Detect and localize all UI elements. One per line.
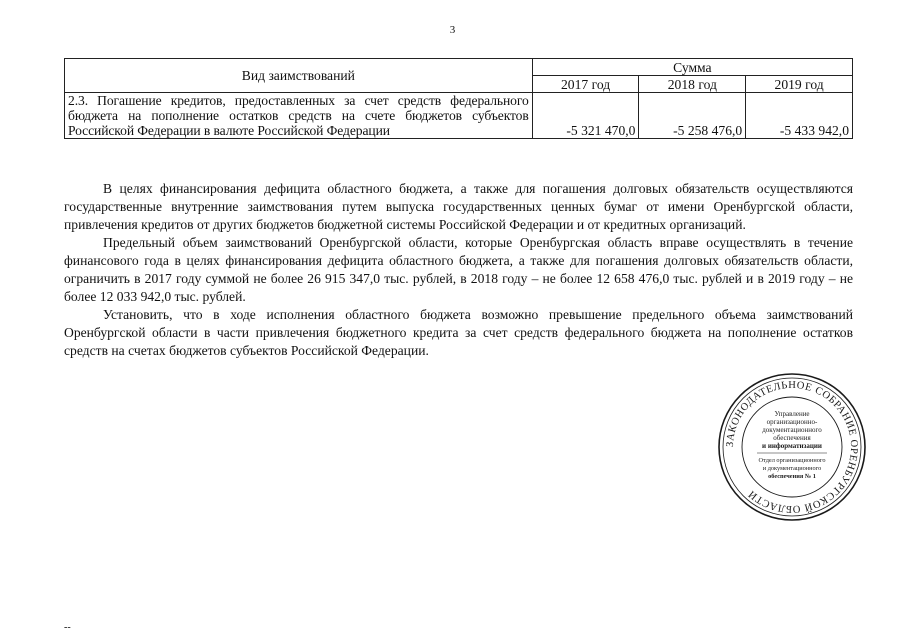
header-year-2018: 2018 год: [639, 76, 746, 93]
stamp-line-6: Отдел организационного: [758, 457, 826, 464]
stamp-line-8: обеспечения № 1: [768, 473, 816, 480]
paragraph-excess: Установить, что в ходе исполнения областного бюджета возможно превышение предельного объема заимствований Оренбургской области в части привлечения бюджетного кредита за счет средств федерального бюджета на пополнение остатков средств на счетах бюджетов субъектов Российской Федерации.: [64, 307, 853, 358]
header-year-2017: 2017 год: [532, 76, 639, 93]
header-year-2019: 2019 год: [746, 76, 853, 93]
stamp-line-1: Управление: [774, 410, 810, 418]
stamp-line-5: и информатизации: [762, 442, 822, 450]
paragraph-financing: В целях финансирования дефицита областного бюджета, а также для погашения долговых обязательств осуществляются государственные внутренние заимствования путем выпуска государственных ценных бумаг от имени Оренбургской области, привлечения кредитов от других бюджетов бюджетной системы Российской Федерации и от кредитных организаций.: [64, 181, 853, 232]
corner-mark: --: [64, 622, 71, 633]
row-item-name: 2.3. Погашение кредитов, предоставленных за счет средств федерального бюджета на пополнение остатков средств на счете бюджетов субъектов Российской Федерации в валюте Российской Федерации: [65, 93, 533, 139]
header-sum: Сумма: [532, 59, 852, 76]
stamp-line-4: обеспечения: [773, 434, 811, 442]
body-text: [64, 180, 853, 360]
borrowing-table: [64, 58, 853, 139]
official-stamp: [717, 372, 867, 522]
row-value-2019: -5 433 942,0: [746, 93, 853, 139]
stamp-ring-text: ЗАКОНОДАТЕЛЬНОЕ СОБРАНИЕ ОРЕНБУРГСКОЙ ОБЛАСТИ: [724, 379, 860, 515]
paragraph-limit: Предельный объем заимствований Оренбургской области, которые Оренбургская область вправе осуществлять в течение финансового года в целях финансирования дефицита областного бюджета, а также для погашения долговых обязательств области, ограничить в 2017 году суммой не более 26 915 347,0 тыс. рублей, в 2018 году – не более 12 658 476,0 тыс. рублей и в 2019 году – не более 12 033 942,0 тыс. рублей.: [64, 235, 853, 304]
row-value-2018: -5 258 476,0: [639, 93, 746, 139]
stamp-line-2: организационно-: [766, 418, 818, 426]
table-row: [65, 93, 853, 139]
header-borrowing-type: Вид заимствований: [65, 59, 533, 93]
stamp-line-7: и документационного: [762, 465, 822, 472]
stamp-line-3: документационного: [762, 426, 822, 434]
page-number: 3: [449, 24, 456, 36]
row-value-2017: -5 321 470,0: [532, 93, 639, 139]
